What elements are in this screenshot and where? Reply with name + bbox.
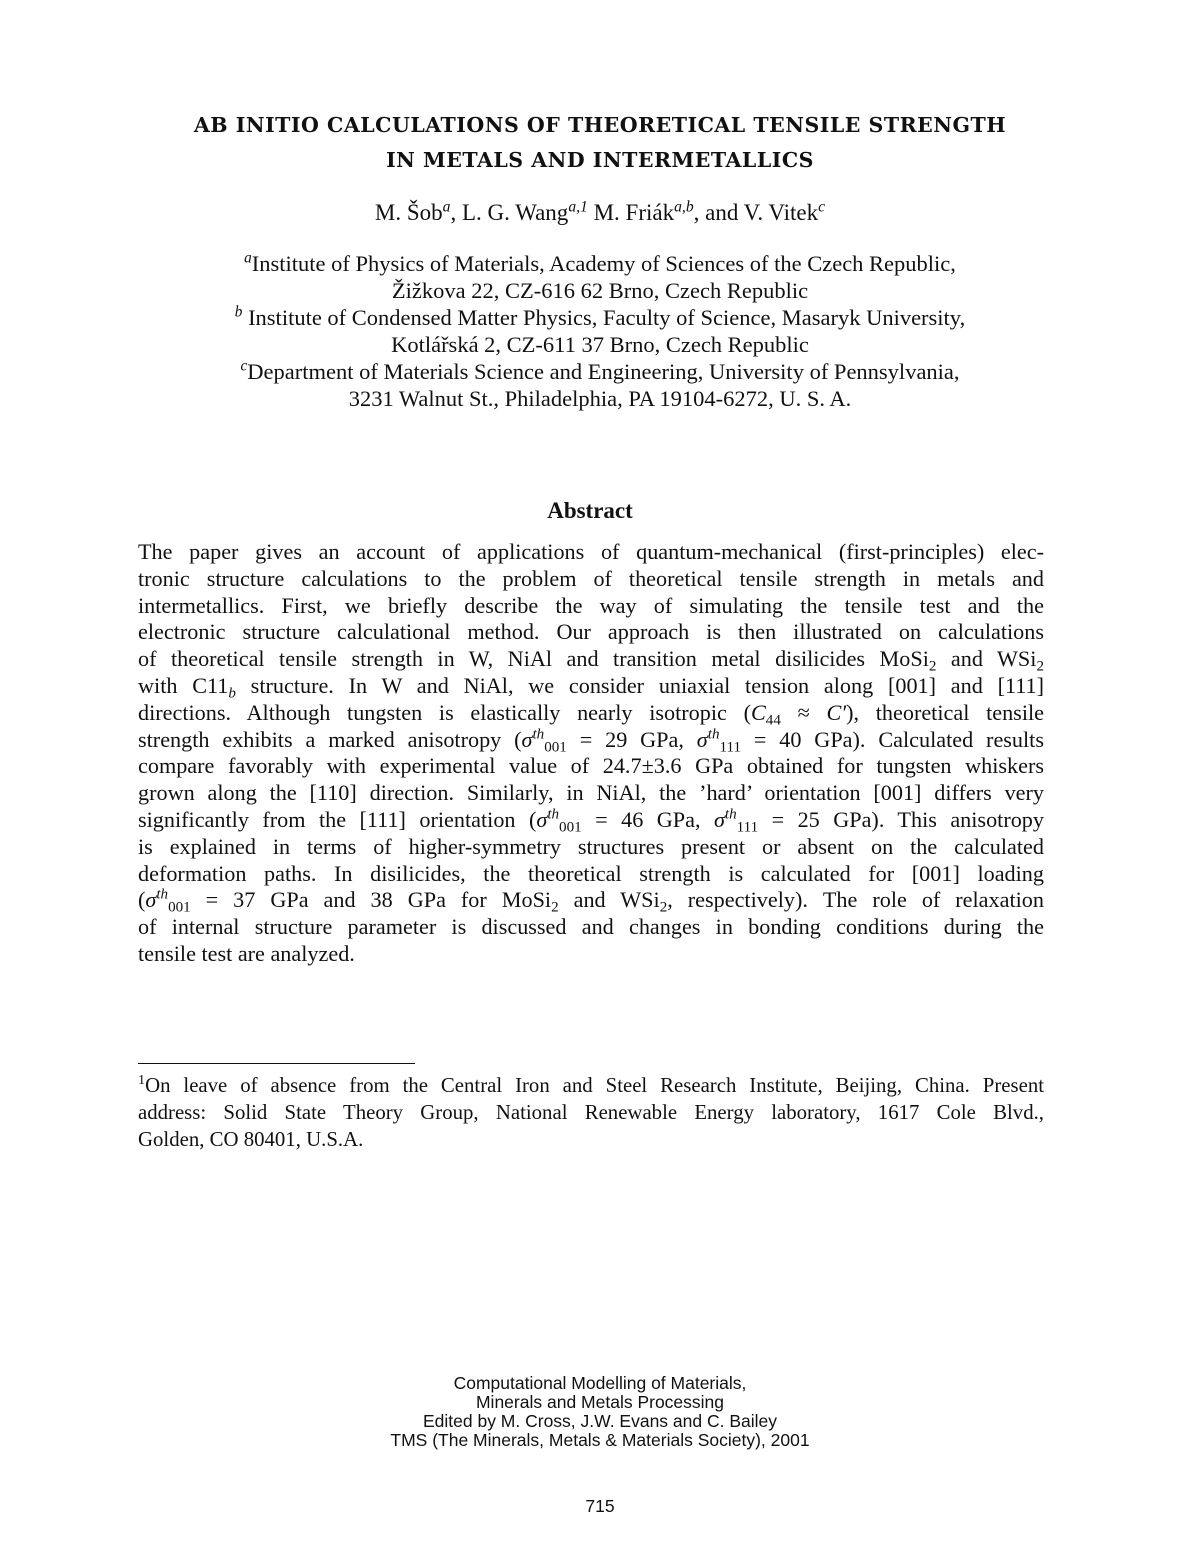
page-number: 715 (585, 1496, 615, 1516)
math-symbol: σ (713, 806, 725, 832)
author-list (100, 198, 1100, 228)
abstract-line (138, 700, 1044, 727)
footnote-line: Golden, CO 80401, U.S.A. (138, 1128, 364, 1151)
superscript: th (547, 806, 560, 823)
publication-line: Minerals and Metals Processing (475, 1392, 725, 1412)
title-line-1: AB INITIO CALCULATIONS OF THEORETICAL TENSILE STRENGTH (193, 113, 1007, 137)
abstract-fragment: and WSi (936, 646, 1037, 672)
subscript: 2 (659, 899, 668, 916)
math-symbol: ≈ (780, 699, 827, 725)
publication-line: Edited by M. Cross, J.W. Evans and C. Bailey (422, 1411, 778, 1431)
footnote-line (138, 1072, 1044, 1099)
abstract-heading: Abstract (547, 498, 633, 523)
publication-info (300, 1374, 900, 1450)
abstract-line: is explained in terms of higher-symmetry structures present or absent on the calculated (138, 833, 1044, 859)
title-line-2: IN METALS AND INTERMETALLICS (386, 148, 814, 172)
author-wang: , L. G. Wang (450, 200, 569, 225)
abstract-fragment: directions. Although tungsten is elastically nearly isotropic ( (138, 699, 751, 725)
subscript: 111 (736, 819, 759, 836)
abstract-fragment: = 40 GPa). Calculated results (740, 726, 1044, 752)
math-symbol: C (750, 699, 766, 725)
subscript: 2 (928, 658, 937, 675)
superscript: th (532, 726, 545, 743)
affiliation-b-line-2: Kotlářská 2, CZ-611 37 Brno, Czech Republic (391, 332, 809, 357)
abstract-fragment: ( (138, 887, 146, 913)
author-sob-affil: a (442, 198, 451, 216)
footnote (138, 1072, 1044, 1153)
abstract-line: tronic structure calculations to the problem of theoretical tensile strength in metals and (138, 565, 1044, 591)
abstract-line (138, 807, 1044, 834)
abstract-fragment: of theoretical tensile strength in W, NiAl and transition metal disilicides MoSi (138, 646, 929, 672)
abstract-line: The paper gives an account of applications of quantum-mechanical (first-principles) elec- (138, 539, 1044, 564)
subscript: 2 (551, 899, 559, 916)
abstract-body (138, 539, 1044, 968)
abstract-fragment: and WSi (558, 887, 660, 913)
affiliation-a-line-1 (100, 250, 1100, 277)
affiliation-a-text: Institute of Physics of Materials, Academy of Sciences of the Czech Republic, (251, 251, 956, 276)
abstract-line: compare favorably with experimental value of 24.7±3.6 GPa obtained for tungsten whiskers (138, 753, 1044, 779)
abstract-line: electronic structure calculational method. Our approach is then illustrated on calculations (138, 619, 1044, 645)
abstract-line: deformation paths. In disilicides, the theoretical strength is calculated for [001] loading (138, 860, 1044, 886)
superscript: th (707, 726, 720, 743)
subscript: 111 (719, 739, 741, 756)
abstract-fragment: = 25 GPa). This anisotropy (758, 806, 1044, 832)
affiliations (100, 250, 1100, 412)
abstract-fragment: = 37 GPa and 38 GPa for MoSi (190, 887, 552, 913)
affiliation-a-mark: a (244, 249, 252, 267)
footnote-mark: 1 (138, 1072, 146, 1089)
math-symbol: σ (521, 726, 533, 752)
author-friak-affil: a,b (674, 198, 694, 216)
publication-line: TMS (The Minerals, Metals & Materials Society), 2001 (390, 1430, 810, 1450)
author-sob: M. Šob (374, 200, 443, 225)
math-symbol: σ (536, 806, 548, 832)
superscript: th (724, 806, 737, 823)
subscript: b (228, 685, 236, 702)
abstract-fragment: significantly from the [111] orientation ( (138, 806, 537, 832)
math-symbol: σ (696, 726, 708, 752)
subscript: 001 (168, 899, 191, 916)
abstract-fragment: = 46 GPa, (581, 806, 714, 832)
author-vitek: , and V. Vitek (693, 200, 819, 225)
abstract-line: tensile test are analyzed. (138, 940, 355, 966)
subscript: 001 (559, 819, 582, 836)
footnote-text: On leave of absence from the Central Iron and Steel Research Institute, Beijing, China. Present (145, 1074, 1044, 1097)
abstract-fragment: ), theoretical tensile (846, 699, 1044, 725)
subscript: 2 (1036, 658, 1044, 675)
affiliation-c-line-2: 3231 Walnut St., Philadelphia, PA 19104-6272, U. S. A. (348, 386, 852, 411)
author-vitek-affil: c (818, 198, 826, 216)
math-symbol: σ (145, 887, 157, 913)
affiliation-b-mark: b (234, 303, 243, 321)
subscript: 44 (765, 712, 781, 729)
footnote-line: address: Solid State Theory Group, National Renewable Energy laboratory, 1617 Cole Blvd., (138, 1101, 1044, 1124)
affiliation-c-text: Department of Materials Science and Engineering, University of Pennsylvania, (247, 359, 960, 384)
abstract-line: intermetallics. First, we briefly describe the way of simulating the tensile test and the (138, 592, 1044, 618)
paper-title (100, 108, 1100, 178)
abstract-line (138, 727, 1044, 754)
author-wang-affil: a,1 (568, 198, 588, 216)
affiliation-b-text: Institute of Condensed Matter Physics, Faculty of Science, Masaryk University, (242, 305, 966, 330)
affiliation-b-line-1 (100, 304, 1100, 331)
abstract-fragment: with C11 (138, 672, 229, 698)
math-symbol: C′ (826, 699, 847, 725)
publication-line: Computational Modelling of Materials, (453, 1373, 747, 1393)
abstract-line (138, 887, 1044, 914)
author-friak: M. Friák (587, 200, 675, 225)
abstract-line (138, 673, 1044, 700)
affiliation-c-mark: c (240, 357, 248, 375)
abstract-fragment: = 29 GPa, (566, 726, 697, 752)
subscript: 001 (544, 739, 567, 756)
affiliation-a-line-2: Žižkova 22, CZ-616 62 Brno, Czech Republic (391, 278, 809, 303)
abstract-fragment: , respectively). The role of relaxation (667, 887, 1044, 913)
footnote-divider (138, 1063, 415, 1064)
affiliation-c-line-1 (100, 358, 1100, 385)
abstract-line: of internal structure parameter is discussed and changes in bonding conditions during the (138, 914, 1044, 940)
abstract-fragment: strength exhibits a marked anisotropy ( (138, 726, 522, 752)
abstract-fragment: structure. In W and NiAl, we consider uniaxial tension along [001] and [111] (235, 672, 1044, 698)
superscript: th (156, 887, 169, 904)
abstract-line: grown along the [110] direction. Similarly, in NiAl, the ’hard’ orientation [001] differs very (138, 780, 1044, 806)
abstract-line (138, 646, 1044, 673)
